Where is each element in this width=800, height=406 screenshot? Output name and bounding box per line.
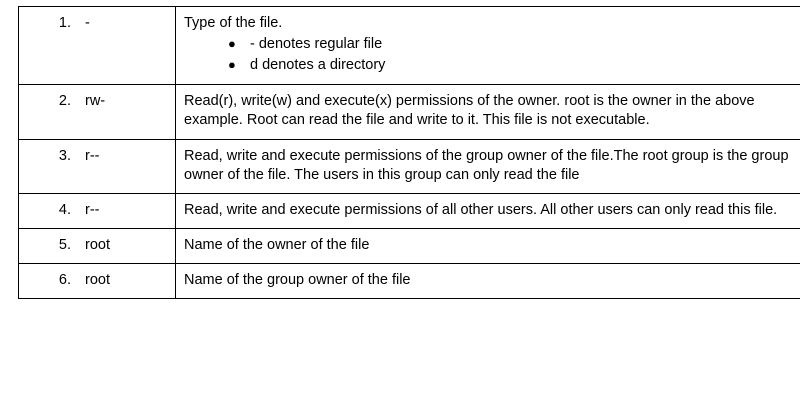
list-item-label: - denotes regular file (250, 36, 382, 52)
row-value: r-- (85, 147, 167, 166)
row-number: 5. (27, 236, 85, 255)
table-row (19, 193, 800, 228)
row-index-cell (19, 193, 176, 228)
row-description: Read, write and execute permissions of the group owner of the file.The root group is the group owner of the file. The users in this group can only read the file (184, 147, 800, 185)
row-number: 2. (27, 92, 85, 111)
file-permissions-table (18, 6, 800, 299)
index-line (27, 236, 167, 255)
index-line (27, 92, 167, 111)
row-value: root (85, 236, 167, 255)
bullet-icon: ● (228, 56, 236, 74)
table-row (19, 228, 800, 263)
row-description: Type of the file. (184, 14, 800, 33)
row-description-cell (176, 85, 800, 139)
index-line (27, 14, 167, 33)
row-index-cell (19, 85, 176, 139)
description-bullet-list (184, 35, 800, 75)
list-item-label: d denotes a directory (250, 57, 385, 73)
row-number: 6. (27, 271, 85, 290)
table-row (19, 7, 800, 85)
row-number: 3. (27, 147, 85, 166)
bullet-icon: ● (228, 35, 236, 53)
row-description-cell (176, 228, 800, 263)
row-description-cell (176, 139, 800, 193)
row-description-cell (176, 7, 800, 85)
row-description: Read(r), write(w) and execute(x) permissions of the owner. root is the owner in the above example. Root can read the file and write to it. This file is not executable. (184, 92, 800, 130)
row-value: - (85, 14, 167, 33)
table-row (19, 264, 800, 299)
row-index-cell (19, 228, 176, 263)
table-body (19, 7, 800, 299)
row-value: root (85, 271, 167, 290)
list-item (228, 56, 800, 76)
row-description-cell (176, 264, 800, 299)
row-value: r-- (85, 201, 167, 220)
row-index-cell (19, 264, 176, 299)
row-number: 4. (27, 201, 85, 220)
table-row (19, 85, 800, 139)
row-description-cell (176, 193, 800, 228)
index-line (27, 147, 167, 166)
index-line (27, 201, 167, 220)
row-value: rw- (85, 92, 167, 111)
document-page (0, 6, 800, 406)
index-line (27, 271, 167, 290)
row-index-cell (19, 139, 176, 193)
table-row (19, 139, 800, 193)
row-index-cell (19, 7, 176, 85)
row-description: Name of the group owner of the file (184, 271, 800, 290)
row-description: Name of the owner of the file (184, 236, 800, 255)
list-item (228, 35, 800, 55)
row-description: Read, write and execute permissions of all other users. All other users can only read this file. (184, 201, 800, 220)
row-number: 1. (27, 14, 85, 33)
